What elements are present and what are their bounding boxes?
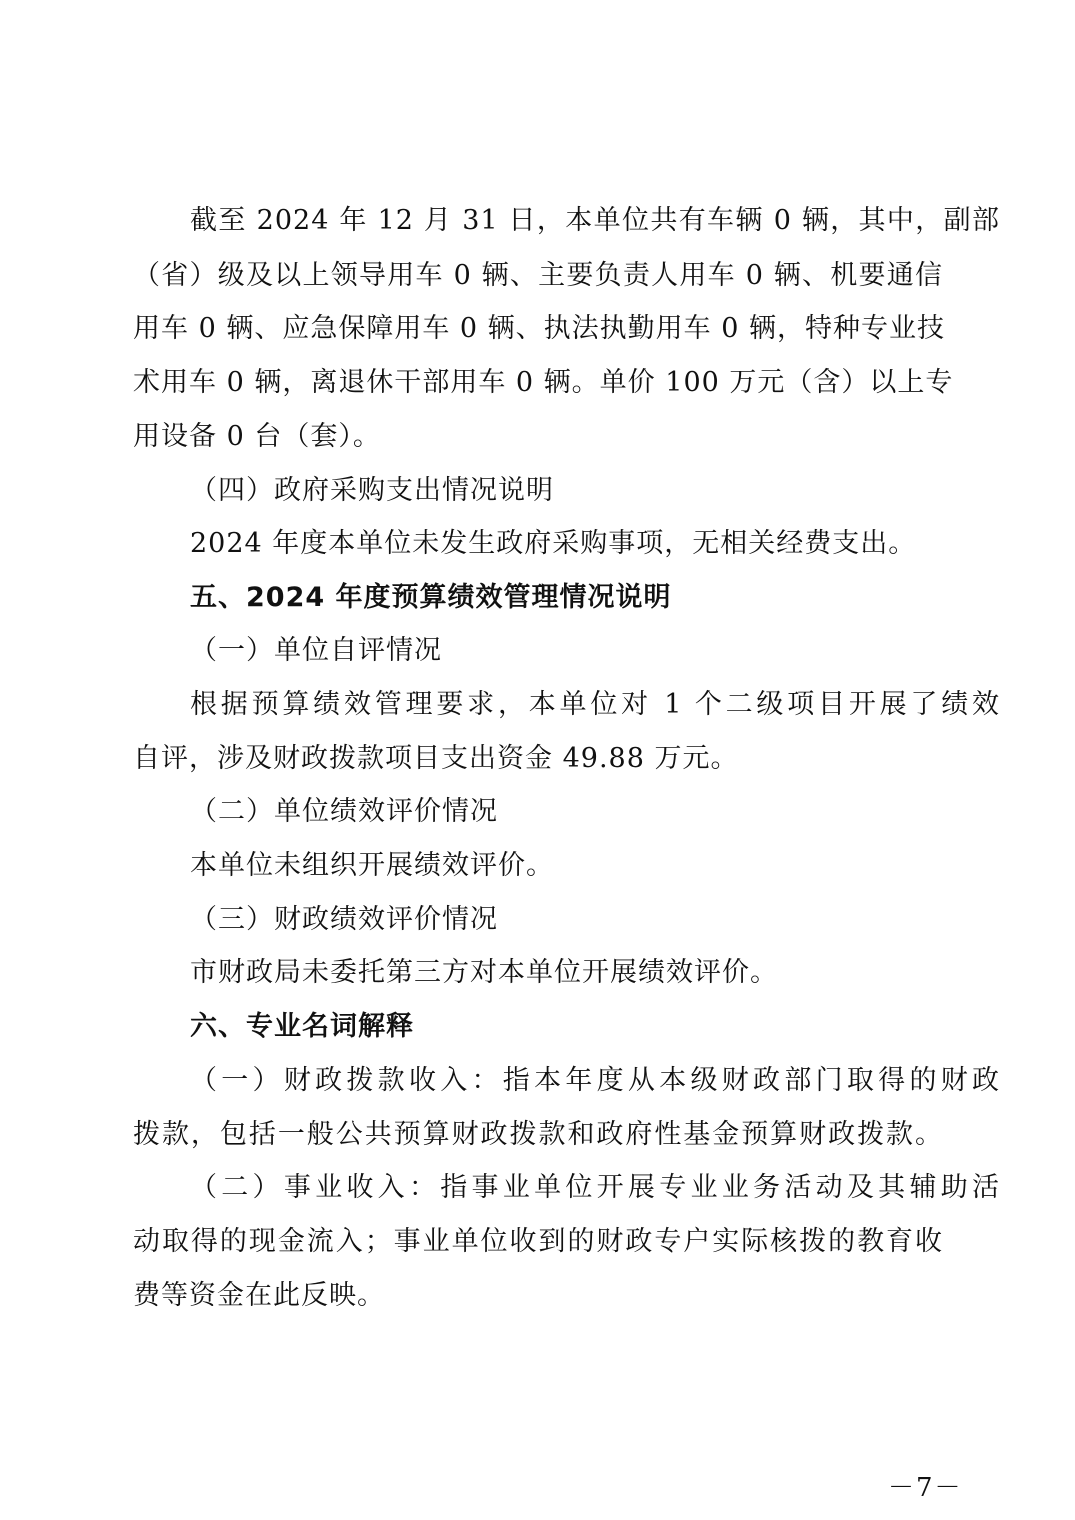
paragraph-government-procurement: 2024 年度本单位未发生政府采购事项，无相关经费支出。 [190,528,917,559]
paragraph-unit-evaluation: 本单位未组织开展绩效评价。 [190,850,554,881]
page-number: －7－ [888,1473,963,1503]
glossary-business-income-line-1: （二）事业收入：指事业单位开展专业业务活动及其辅助活 [190,1172,1000,1203]
glossary-business-income-line-3: 费等资金在此反映。 [133,1280,385,1311]
glossary-fiscal-appropriation-line-1: （一）财政拨款收入：指本年度从本级财政部门取得的财政 [190,1065,1000,1096]
paragraph-vehicles-line-4: 术用车 0 辆，离退休干部用车 0 辆。单价 100 万元（含）以上专 [133,367,954,398]
paragraph-self-evaluation-line-2: 自评，涉及财政拨款项目支出资金 49.88 万元。 [133,743,739,774]
glossary-business-income-line-2: 动取得的现金流入；事业单位收到的财政专户实际核拨的教育收 [133,1226,943,1257]
paragraph-vehicles-line-3: 用车 0 辆、应急保障用车 0 辆、执法执勤用车 0 辆，特种专业技 [133,313,946,344]
section-heading-glossary: 六、专业名词解释 [190,1011,414,1042]
paragraph-fiscal-evaluation: 市财政局未委托第三方对本单位开展绩效评价。 [190,957,778,988]
subheading-government-procurement: （四）政府采购支出情况说明 [190,475,554,506]
subheading-self-evaluation: （一）单位自评情况 [190,635,442,666]
subheading-fiscal-evaluation: （三）财政绩效评价情况 [190,904,498,935]
paragraph-vehicles-line-5: 用设备 0 台（套）。 [133,421,381,452]
subheading-unit-evaluation: （二）单位绩效评价情况 [190,796,498,827]
paragraph-vehicles-line-1: 截至 2024 年 12 月 31 日，本单位共有车辆 0 辆，其中，副部 [190,205,1000,236]
section-heading-performance-management: 五、2024 年度预算绩效管理情况说明 [190,582,672,613]
paragraph-self-evaluation-line-1: 根据预算绩效管理要求，本单位对 1 个二级项目开展了绩效 [190,689,1000,720]
glossary-fiscal-appropriation-line-2: 拨款，包括一般公共预算财政拨款和政府性基金预算财政拨款。 [133,1119,943,1150]
paragraph-vehicles-line-2: （省）级及以上领导用车 0 辆、主要负责人用车 0 辆、机要通信 [133,260,943,291]
